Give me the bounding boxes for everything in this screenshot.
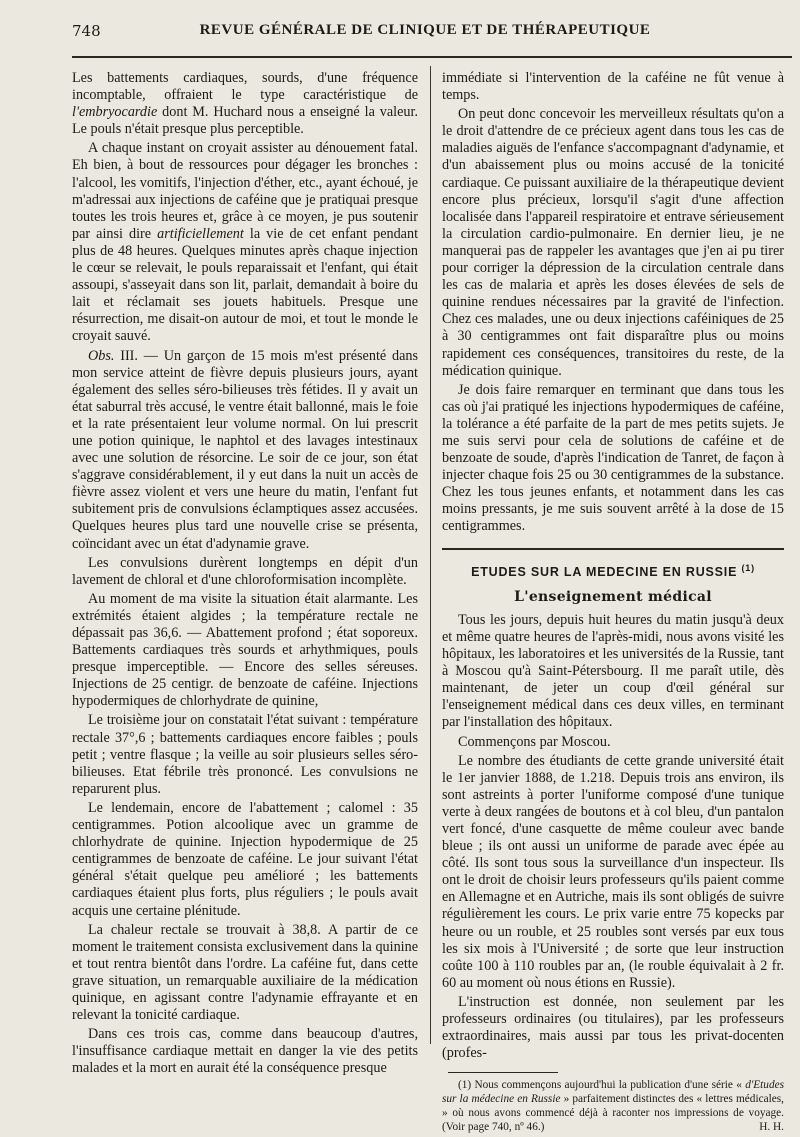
left-column [72,70,418,1079]
right-column [442,70,784,1137]
paragraph: Obs. III. — Un garçon de 15 mois m'est présenté dans mon service atteint de fièvre depuis plusieurs jours, ayant également des selles séro-bilieuses très fétides. Il y avait un état saburral très accusé, le ventre était ballonné, mais le foie et la rate présentaient leur volume normal. On lui prescrit une potion quinique, le naphtol et des lavages intestinaux avec une solution de résorcine. Le soir de ce jour, son état s'aggrave considérablement, il y eut dans la nuit un accès de fièvre assez violent et vers une heure du matin, l'enfant fut subitement pris de convulsions éclamptiques assez accusées. Quelques heures plus tard une nouvelle crise se présenta, coïncidant avec un état d'adynamie grave. [72,347,418,552]
paragraph: immédiate si l'intervention de la caféine ne fût venue à temps. [442,70,784,104]
footnote-ref: (1) [741,562,755,573]
paragraph: Je dois faire remarquer en terminant que dans tous les cas où j'ai pratiqué les injections hypodermiques de caféine, la tolérance a été parfaite de la part de mes petits sujets. Je me suis servi pour cela de solutions de caféine et de benzoate de soude, d'après l'indication de Tanret, de façon à injecter chaque fois 25 ou 30 centigrammes de la substance. Chez les tous jeunes enfants, et notamment dans les cas moins pressants, je me suis souvent arrêté à la dose de 15 centigrammes. [442,381,784,535]
section-rule [442,548,784,550]
subsection-title: L'enseignement médical [514,588,712,605]
column-divider [430,66,431,1044]
running-title: REVUE GÉNÉRALE DE CLINIQUE ET DE THÉRAPEUTIQUE [199,22,651,38]
paragraph: Le troisième jour on constatait l'état suivant : température rectale 37°,6 ; battements cardiaques encore faibles ; pouls petit ; ventre flasque ; la veille au soir plusieurs selles séro-bilieuses. Etat fébrile très prononcé. Les convulsions ne reparurent plus. [72,712,418,797]
paragraph: Le lendemain, encore de l'abattement ; calomel : 35 centigrammes. Potion alcoolique avec un gramme de chlorhydrate de quinine. Injection hypodermique de 25 centigrammes de benzoate de caféine. Le jour suivant l'état général s'était quelque peu amélioré ; les battements cardiaques étaient plus forts, plus réguliers ; le pouls avait acquis une certaine plénitude. [72,799,418,919]
paragraph: Au moment de ma visite la situation était alarmante. Les extrémités étaient algides ; la température rectale ne dépassait pas 36,6. — Abattement profond ; état soporeux. Battements cardiaques très sourds et arhythmiques, pouls presque imperceptible. — Encore des selles séreuses. Injections de 25 centigr. de benzoate de caféine. Injections hypodermiques de chlorhydrate de quinine, [72,590,418,710]
paragraph: Les convulsions durèrent longtemps en dépit d'un lavement de chloral et d'une chloroformisation incomplète. [72,554,418,588]
paragraph: Commençons par Moscou. [458,733,611,750]
paragraph: On peut donc concevoir les merveilleux résultats qu'on a le droit d'attendre de ce précieux agent dans tous les cas de maladies aiguës de l'enfance s'accompagnant d'adynamie, et d'un abaissement plus ou moins accusé de la tonicité cardiaque. Ce puissant auxiliaire de la thérapeutique devient encore plus précieux, lorsqu'il s'agit d'une affection localisée dans l'appareil respiratoire et entrave sérieusement la circulation cardio-pulmonaire. En dernier lieu, je ne manquerai pas de rappeler les avantages que j'en ai pu tirer pour corriger la dépression de la circulation centrale dans les cas de malaria et après les doses élevées de sels de quinine rendues nécessaires par la gravité de l'infection. Chez ces malades, une ou deux injections caféiniques de 25 à 30 centigrammes ont fait disparaître plus ou moins rapidement ces conséquences, transitoires du reste, de la médication quinique. [442,106,784,379]
footnote-signature: H. H. [759,1120,784,1133]
running-header [72,20,778,40]
paragraph: La chaleur rectale se trouvait à 38,8. A partir de ce moment le traitement consista exclusivement dans la quinine et tout rentra bientôt dans l'ordre. La caféine fut, dans cette grave situation, un remarquable auxiliaire de la médication quinique, en agissant contre l'adynamie effrayante et en relevant la tonicité cardiaque. [72,921,418,1024]
paragraph: Dans ces trois cas, comme dans beaucoup d'autres, l'insuffisance cardiaque mettait en danger la vie des petits malades et la mort en aurait été la conséquence presque [72,1026,418,1077]
footnote: (1) Nous commençons aujourd'hui la publication d'une série « d'Etudes sur la médecine en Russie » parfaitement distinctes des « lettres médicales, » où nous avons commencé déjà à raconter nos impressions de voyage. (Voir page 740, nº 46.) H. H. [442,1079,784,1133]
header-rule [72,56,792,58]
section-title: ETUDES SUR LA MEDECINE EN RUSSIE $^{(1)}$ [471,562,755,579]
footnote-rule [448,1072,558,1073]
paragraph: A chaque instant on croyait assister au dénouement fatal. Eh bien, à bout de ressources pour dégager les bronches : l'alcool, les vomitifs, l'injection d'éther, etc., ayant échoué, je m'adressai aux injections de caféine que je pratiquai presque toutes les trois heures et, grâce à ce moyen, je pus soutenir par ainsi dire artificiellement la vie de cet enfant pendant plus de 48 heures. Quelques minutes après chaque injection le cœur se relevait, le pouls reparaissait et l'enfant, qui était assoupi, s'asseyait dans son lit, parlait, demandait à boire du lait et réclamait ses jouets habituels. Presque une résurrection, me disait-on autour de moi, et tout le monde le croyait sauvé. [72,140,419,345]
page-number: 748 [72,22,101,40]
paragraph: Tous les jours, depuis huit heures du matin jusqu'à deux et même quatre heures de l'après-midi, nous avons visité les hôpitaux, les laboratoires et les universités de la Russie, tant à Moscou qu'à Saint-Pétersbourg. Il me paraît utile, dès maintenant, de jeter un coup d'œil général sur l'enseignement médical dans ces deux villes, en terminant par l'installation des hôpitaux. [442,611,784,731]
paragraph: Les battements cardiaques, sourds, d'une fréquence incomptable, offraient le type caractéristique de l'embryocardie dont M. Huchard nous a enseigné la valeur. Le pouls n'était presque plus perceptible. [72,70,418,138]
paragraph: L'instruction est donnée, non seulement par les professeurs ordinaires (ou titulaires), par les professeurs extraordinaires, mais aussi par tous les privat-docenten (profes- [442,993,784,1062]
paragraph: Le nombre des étudiants de cette grande université était le 1er janvier 1888, de 1.218. Depuis trois ans environ, ils sont astreints à porter l'uniforme composé d'une tunique verte à deux rangées de boutons et à col bleu, d'un pantalon vert foncé, d'une casquette de même couleur avec bande bleue ; ils ont aussi un uniforme de parade avec épée au côté. Ils sont tous sous la surveillance d'un inspecteur. Ils ont le droit de choisir leurs professeurs qu'ils paient comme en Allemagne et en Autriche, mais ils sont obligés de suivre régulièrement les cours. Le prix varie entre 75 kopecks par heure ou un rouble, et 25 roubles sont versés par eux tous les six mois à l'Université ; de sorte que leur instruction coûte 100 à 110 roubles par an, (le rouble équivalait à 2 fr. 60 au moment où nous étions en Russie). [442,752,784,991]
